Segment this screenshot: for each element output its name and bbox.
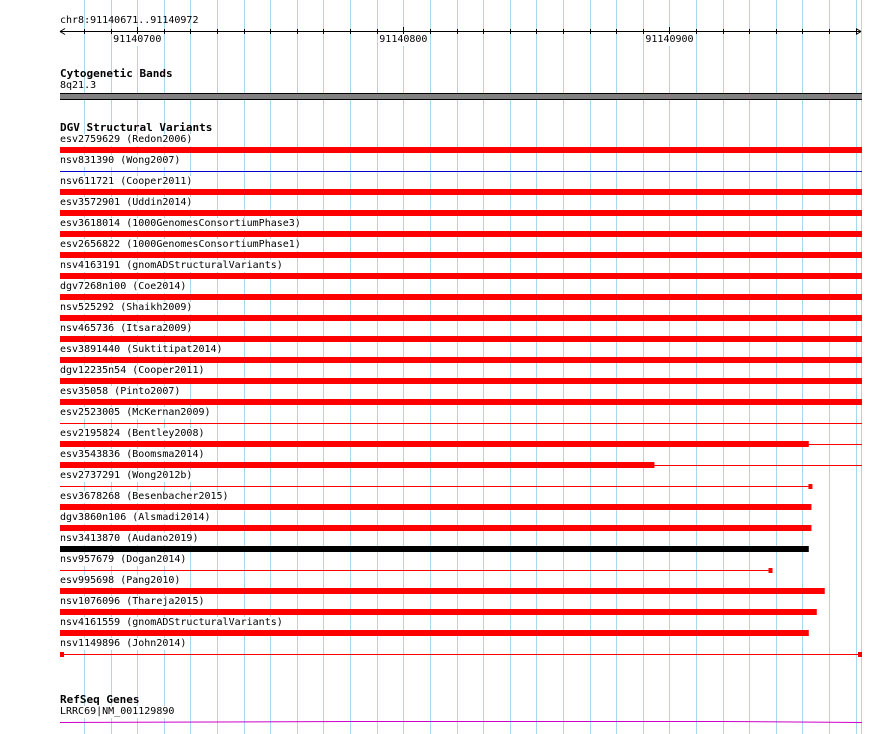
cytoband-track-title[interactable]: Cytogenetic Bands [60,67,173,80]
variant-bar[interactable] [60,399,862,405]
variant-label[interactable]: esv3678268 (Besenbacher2015) [60,491,229,502]
variant-bar[interactable] [60,315,862,321]
variant-bar[interactable] [60,189,862,195]
variant-bar[interactable] [60,273,862,279]
refseq-gene-label[interactable]: LRRC69|NM_001129890 [60,706,175,717]
variant-label[interactable]: esv995698 (Pang2010) [60,575,181,586]
variant-endcap[interactable] [808,484,812,489]
variant-label[interactable]: nsv465736 (Itsara2009) [60,323,193,334]
variant-bar[interactable] [60,336,862,342]
variant-label[interactable]: esv2737291 (Wong2012b) [60,470,193,481]
variant-label[interactable]: nsv831390 (Wong2007) [60,155,181,166]
variant-bar[interactable] [60,588,825,594]
variant-bar[interactable] [60,462,654,468]
variant-label[interactable]: dgv3860n106 (Alsmadi2014) [60,512,211,523]
variant-endcap[interactable] [858,652,862,657]
variant-label[interactable]: esv3618014 (1000GenomesConsortiumPhase3) [60,218,301,229]
ruler-tick-label: 91140900 [645,34,694,45]
variant-label[interactable]: esv2195824 (Bentley2008) [60,428,205,439]
variant-label[interactable]: esv3572901 (Uddin2014) [60,197,193,208]
variant-bar[interactable] [60,654,861,655]
variant-label[interactable]: nsv3413870 (Audano2019) [60,533,199,544]
variant-bar[interactable] [60,294,862,300]
variant-label[interactable]: esv2759629 (Redon2006) [60,134,193,145]
variant-label[interactable]: nsv957679 (Dogan2014) [60,554,187,565]
cytoband-bar[interactable] [60,93,862,100]
variant-label[interactable]: esv2523005 (McKernan2009) [60,407,211,418]
ruler-tick-label: 91140700 [113,34,162,45]
variant-label[interactable]: dgv7268n100 (Coe2014) [60,281,187,292]
variant-bar[interactable] [60,441,809,447]
variant-bar[interactable] [60,147,862,153]
dgv-track-title[interactable]: DGV Structural Variants [60,121,213,134]
variant-tail[interactable] [808,444,862,445]
variant-label[interactable]: nsv4163191 (gnomADStructuralVariants) [60,260,283,271]
variant-label[interactable]: nsv1149896 (John2014) [60,638,187,649]
variant-bar[interactable] [60,210,862,216]
variant-bar[interactable] [60,423,862,424]
variant-bar[interactable] [60,171,862,172]
variant-bar[interactable] [60,525,811,531]
variant-bar[interactable] [60,504,811,510]
variant-label[interactable]: nsv1076096 (Thareja2015) [60,596,205,607]
variant-label[interactable]: esv35058 (Pinto2007) [60,386,181,397]
variant-label[interactable]: nsv611721 (Cooper2011) [60,176,193,187]
cytoband-label: 8q21.3 [60,80,97,91]
variant-label[interactable]: dgv12235n54 (Cooper2011) [60,365,205,376]
refseq-gene-line[interactable] [60,722,862,723]
refseq-track-title[interactable]: RefSeq Genes [60,693,140,706]
variant-endcap[interactable] [769,568,773,573]
variant-label[interactable]: esv3891440 (Suktitipat2014) [60,344,223,355]
variant-label[interactable]: nsv525292 (Shaikh2009) [60,302,193,313]
variant-bar[interactable] [60,378,862,384]
variant-bar[interactable] [60,630,809,636]
coordinate-label: chr8:91140671..91140972 [60,15,199,26]
variant-label[interactable]: nsv4161559 (gnomADStructuralVariants) [60,617,283,628]
variant-bar[interactable] [60,486,810,487]
variant-bar[interactable] [60,231,862,237]
variant-endcap[interactable] [60,652,64,657]
variant-label[interactable]: esv3543836 (Boomsma2014) [60,449,205,460]
variant-bar[interactable] [60,357,862,363]
ruler-tick-label: 91140800 [379,34,428,45]
variant-bar[interactable] [60,570,771,571]
variant-bar[interactable] [60,609,817,615]
variant-tail[interactable] [653,465,862,466]
variant-bar[interactable] [60,546,809,552]
variant-label[interactable]: esv2656822 (1000GenomesConsortiumPhase1) [60,239,301,250]
variant-bar[interactable] [60,252,862,258]
